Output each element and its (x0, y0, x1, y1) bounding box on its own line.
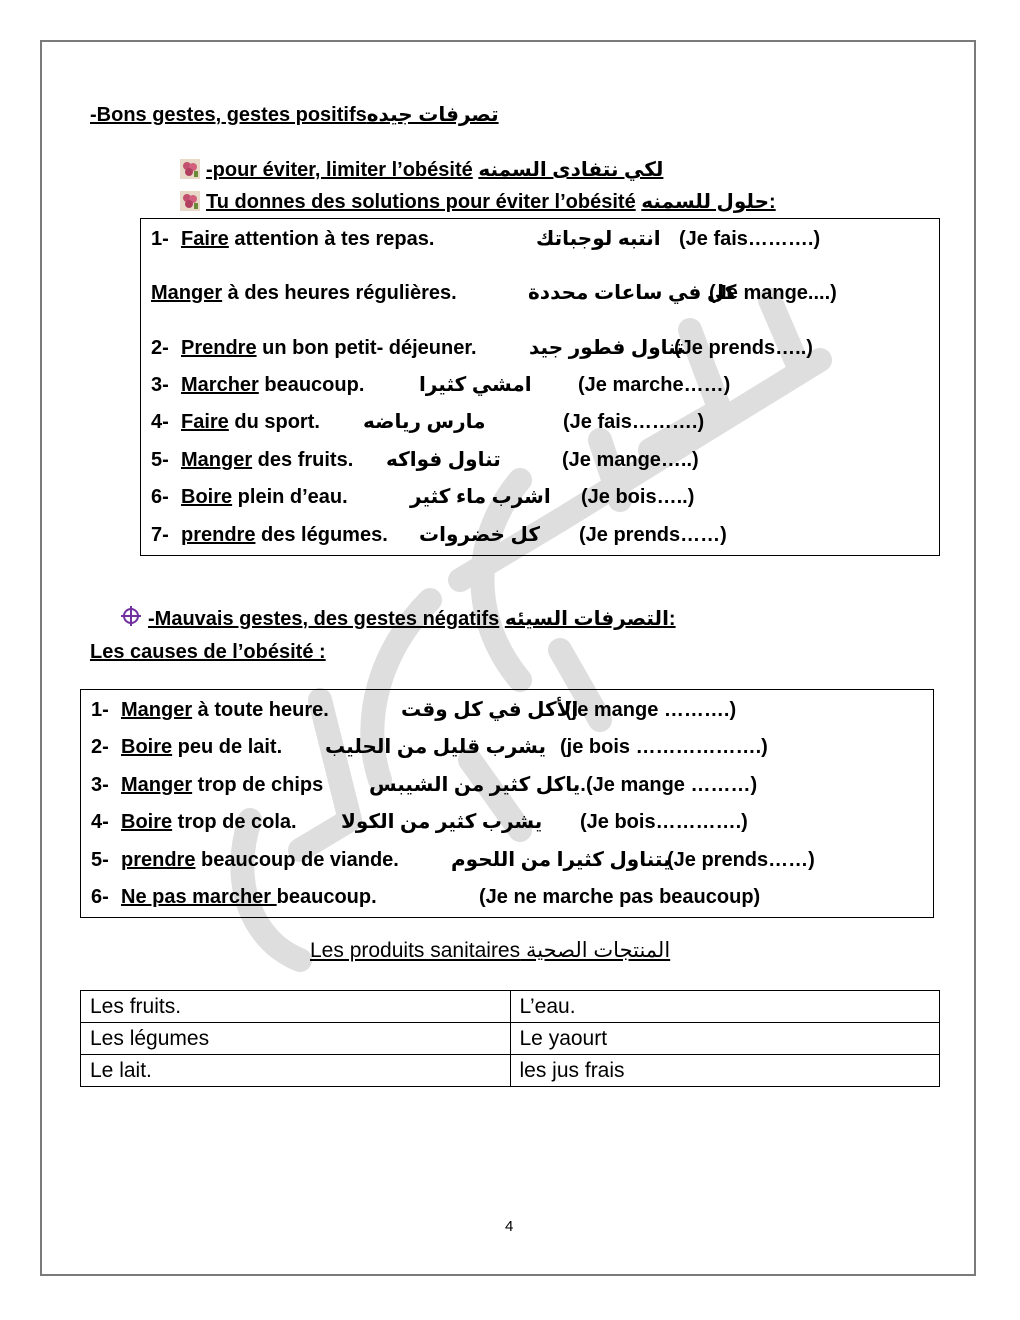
item-arabic: يتناول كثيرا من اللحوم (451, 849, 671, 871)
item-arabic: .ياكل كثير من الشيبس (369, 774, 586, 796)
item-number: 6- (91, 886, 109, 908)
item-text: beaucoup. (258, 374, 365, 396)
item-text: peu de lait. (172, 736, 283, 758)
table-cell: Les légumes (81, 1023, 511, 1055)
table-cell: L’eau. (510, 991, 940, 1023)
item-conjugation: (Je fais……….) (563, 411, 705, 433)
flower-bullet-icon (180, 191, 200, 211)
item-verb: Faire (181, 228, 229, 250)
item-verb: Faire (181, 411, 229, 433)
bullet-solutions-fr: Tu donnes des solutions pour éviter l’obésité (206, 191, 636, 213)
item-number: 4- (151, 411, 169, 433)
bad-title-ar: :التصرفات السيئه (504, 608, 676, 630)
bullet-solutions-ar: :حلول للسمنه (641, 191, 776, 213)
item-verb: Boire (121, 811, 173, 833)
solutions-box (140, 218, 940, 556)
item-number: 2- (151, 337, 169, 359)
item-conjugation: (Je mange ………) (586, 774, 758, 796)
item-arabic: امشي كثيرا (419, 374, 532, 396)
table-cell: les jus frais (510, 1055, 940, 1087)
products-title (310, 938, 670, 963)
item-verb: Boire (181, 486, 233, 508)
item-conjugation: (Je mange…..) (562, 449, 699, 471)
item-conjugation: (je bois ……………….) (560, 736, 768, 758)
item-conjugation: (Je mange....) (709, 282, 837, 304)
table-row (81, 1055, 940, 1087)
item-number: 5- (151, 449, 169, 471)
item-verb: Manger (121, 699, 193, 721)
item-text: plein d’eau. (232, 486, 348, 508)
item-conjugation: (Je prends…..) (674, 337, 813, 359)
item-number: 5- (91, 849, 109, 871)
item-conjugation: (Je marche……) (578, 374, 731, 396)
item-verb: prendre (181, 524, 256, 546)
item-arabic: يشرب قليل من الحليب (325, 736, 547, 758)
item-text: à toute heure. (192, 699, 329, 721)
item-text: des légumes. (255, 524, 388, 546)
item-number: 2- (91, 736, 109, 758)
item-number: 3- (91, 774, 109, 796)
item-number: 7- (151, 524, 169, 546)
item-text: beaucoup de viande. (195, 849, 399, 871)
item-verb: Prendre (181, 337, 257, 359)
bad-title (120, 605, 676, 631)
item-text: attention à tes repas. (228, 228, 435, 250)
bullet-avoid-fr: -pour éviter, limiter l’obésité (206, 159, 473, 181)
item-conjugation: (Je fais……….) (679, 228, 821, 250)
bullet-avoid-ar: لكي نتفادى السمنه (478, 159, 664, 181)
good-title-fr: -Bons gestes, gestes positifs (90, 104, 367, 126)
bullet-solutions (180, 189, 776, 214)
table-row (81, 991, 940, 1023)
item-text: un bon petit- déjeuner. (256, 337, 477, 359)
item-conjugation: (je mange ……….) (565, 699, 737, 721)
bad-title-fr: -Mauvais gestes, des gestes négatifs (148, 608, 500, 630)
item-text: trop de chips (192, 774, 324, 796)
item-number: 1- (91, 699, 109, 721)
products-title-ar: المنتجات الصحية (525, 939, 671, 962)
item-conjugation: (Je bois………….) (580, 811, 748, 833)
item-verb: Manger (121, 774, 193, 796)
table-cell: Le yaourt (510, 1023, 940, 1055)
item-verb: prendre (121, 849, 196, 871)
item-number: 6- (151, 486, 169, 508)
item-arabic: انتبه لوجباتك (536, 228, 661, 250)
item-arabic: الأكل في كل وقت (401, 699, 579, 721)
item-arabic: كل خضروات (419, 524, 540, 546)
item-number: 4- (91, 811, 109, 833)
item-verb: Ne pas marcher (121, 886, 277, 908)
item-arabic: كل في ساعات محددة (528, 282, 737, 304)
products-table (80, 990, 940, 1087)
causes-box (80, 689, 934, 918)
products-title-fr: Les produits sanitaires (310, 939, 521, 962)
item-verb: Marcher (181, 374, 259, 396)
item-arabic: تناول فطور جيد (529, 337, 684, 359)
item-number: 1- (151, 228, 169, 250)
item-conjugation: (Je bois…..) (581, 486, 695, 508)
item-arabic: تناول فواكه (386, 449, 501, 471)
table-cell: Les fruits. (81, 991, 511, 1023)
causes-title: Les causes de l’obésité : (90, 641, 326, 663)
item-text: trop de cola. (172, 811, 297, 833)
item-conjugation: (Je prends……) (667, 849, 815, 871)
good-title-ar: تصرفات جيده (366, 104, 499, 126)
item-text: à des heures régulières. (222, 282, 457, 304)
good-title (90, 102, 499, 127)
item-arabic: مارس رياضه (363, 411, 486, 433)
item-verb: Manger (181, 449, 253, 471)
table-row (81, 1023, 940, 1055)
item-conjugation: (Je ne marche pas beaucoup) (479, 886, 761, 908)
crosshair-icon (120, 605, 142, 627)
item-number: 3- (151, 374, 169, 396)
item-text: beaucoup. (276, 886, 377, 908)
item-text: des fruits. (252, 449, 354, 471)
page-number: 4 (505, 1218, 514, 1235)
item-arabic: يشرب كثير من الكولا (341, 811, 543, 833)
flower-bullet-icon (180, 159, 200, 179)
table-cell: Le lait. (81, 1055, 511, 1087)
item-verb: Boire (121, 736, 173, 758)
item-conjugation: (Je prends……) (579, 524, 727, 546)
item-verb: Manger (151, 282, 223, 304)
item-text: du sport. (228, 411, 320, 433)
item-arabic: اشرب ماء كثير (410, 486, 551, 508)
bullet-avoid (180, 157, 663, 182)
